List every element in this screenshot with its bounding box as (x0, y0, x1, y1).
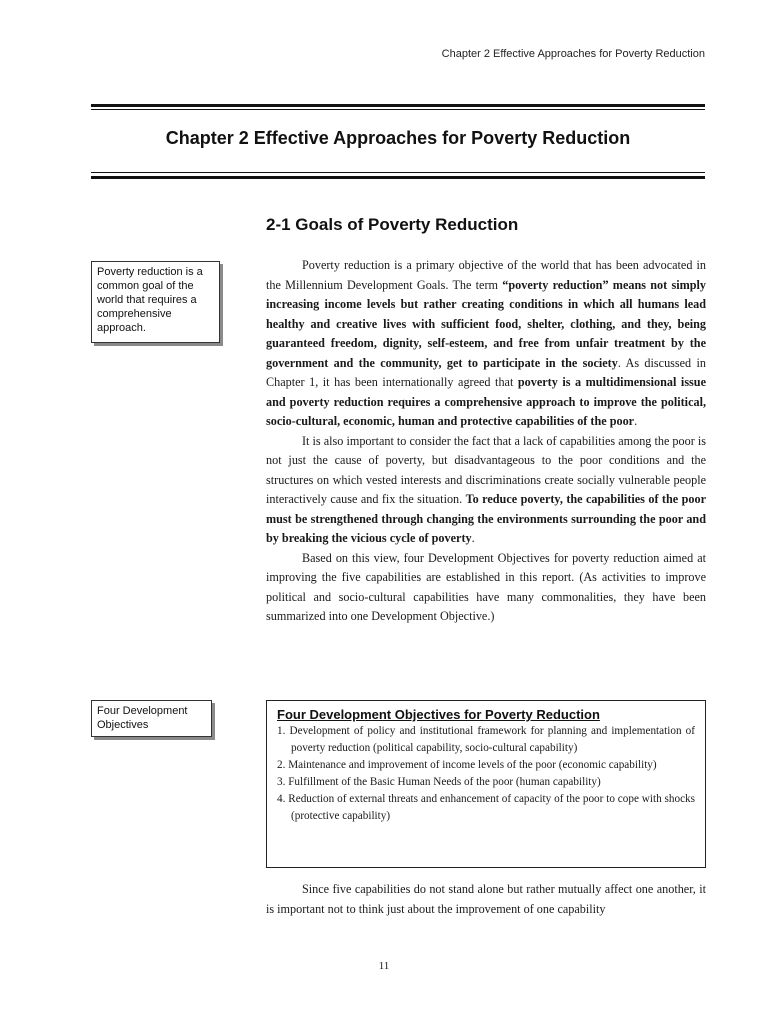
paragraph-3: Based on this view, four Development Objectives for poverty reduction aimed at improving the five capabilities are established in this report. (As activities to improve political and socio-cultural capabilities have many commonalities, they have been summarized into one Development Objective.) (266, 550, 706, 623)
objective-item: 4. Reduction of external threats and enhancement of capacity of the poor to cope with shocks (protective capability) (277, 793, 695, 822)
objective-item: 3. Fulfillment of the Basic Human Needs of the poor (human capability) (277, 776, 601, 788)
body-text-run: . (634, 414, 638, 428)
emphasized-text: To reduce poverty, the capabilities of the poor must be strengthened through changing the environments surrounding the poor and by breaking the vicious cycle of poverty (266, 492, 706, 545)
objective-item: 1. Development of policy and institutional framework for planning and implementation of poverty reduction (political capability, socio-cultural capability) (277, 725, 695, 754)
development-objectives-box (266, 700, 706, 868)
title-rule-top-thin (91, 109, 705, 110)
emphasized-text: poverty is a multidimensional issue and poverty reduction requires a comprehensive approach to improve the political, socio-cultural, economic, human and protective capabilities of the poor (266, 375, 706, 428)
objectives-list (277, 723, 695, 825)
body-text-run: Poverty reduction is a primary objective of the world that has been advocated in the Millennium Development Goals. The term (266, 258, 706, 292)
chapter-title: Chapter 2 Effective Approaches for Poverty Reduction (165, 128, 631, 148)
page-number: 11 (378, 960, 390, 972)
title-rule-bottom-thick (91, 176, 705, 179)
objectives-box-title: Four Development Objectives for Poverty Reduction (277, 707, 600, 722)
body-text-run: It is also important to consider the fact that a lack of capabilities among the poor is not just the cause of poverty, but disadvantageous to the poor conditions and the structures on which vested interests and discriminations create socially vulnerable people interactively cause and fix the situation. (266, 433, 706, 506)
margin-note-four-objectives: Four Development Objectives (91, 700, 212, 737)
margin-note-comprehensive-approach: Poverty reduction is a common goal of the world that requires a comprehensive approach. (91, 261, 220, 343)
paragraph-1 (266, 256, 706, 432)
section-title: 2-1 Goals of Poverty Reduction (266, 215, 519, 234)
paragraph-2 (266, 432, 706, 549)
running-header: Chapter 2 Effective Approaches for Poverty Reduction (441, 48, 705, 60)
closing-text (266, 880, 706, 919)
body-text-run: . (471, 531, 475, 545)
paragraph-4: Since five capabilities do not stand alone but rather mutually affect one another, it is important not to think just about the improvement of one capability (266, 882, 706, 916)
body-text (266, 256, 706, 627)
objective-item: 2. Maintenance and improvement of income levels of the poor (economic capability) (277, 759, 657, 771)
emphasized-text: “poverty reduction” means not simply increasing income levels but rather creating conditions in which all humans lead healthy and creative lives with sufficient food, shelter, clothing, and they, being guaranteed freedom, dignity, self-esteem, and free from unfair treatment by the government and the community, get to participate in the society (266, 277, 706, 370)
title-rule-top-thick (91, 104, 705, 107)
body-text-run: . As discussed in Chapter 1, it has been internationally agreed that (266, 355, 706, 389)
title-rule-bottom-thin (91, 172, 705, 173)
